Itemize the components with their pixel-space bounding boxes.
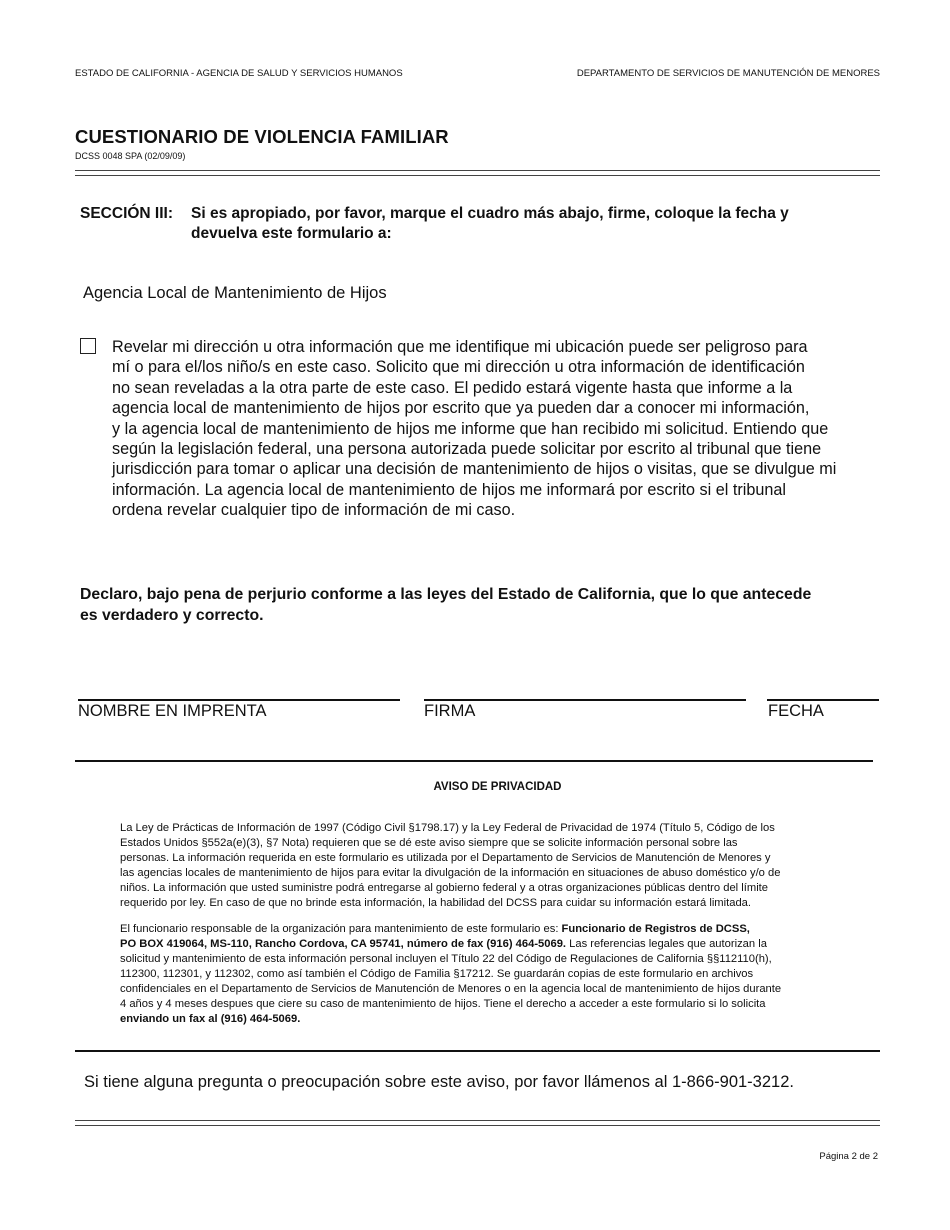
section-label: SECCIÓN III: [80, 205, 174, 222]
privacy-line: las agencias locales de mantenimiento de hijos para evitar la divulgación de la información en situaciones de abuso doméstico y/o de [120, 867, 781, 879]
checkbox-text-line: Revelar mi dirección u otra información que me identifique mi ubicación puede ser peligroso para [112, 338, 808, 356]
signature-label: FIRMA [424, 702, 476, 720]
form-number: DCSS 0048 SPA (02/09/09) [75, 151, 186, 161]
privacy-line: 112300, 112301, y 112302, como así también el Código de Familia §17212. Se guardarán copias de este formulario en archivos [120, 968, 754, 980]
print-name-field[interactable] [78, 699, 400, 701]
divider [75, 1050, 880, 1052]
privacy-line: PO BOX 419064, MS-110, Rancho Cordova, CA 95741, número de fax (916) 464-5069. Las referencias legales que autorizan la [120, 938, 767, 950]
checkbox-text-line: mí o para el/los niño/s en este caso. Solicito que mi dirección u otra información de identificación [112, 358, 805, 377]
divider [75, 1125, 880, 1126]
checkbox-text-line: no sean reveladas a la otra parte de este caso. El pedido estará vigente hasta que informe a la [112, 378, 793, 397]
declaration-line: Declaro, bajo pena de perjurio conforme a las leyes del Estado de California, que lo que antecede [80, 586, 812, 603]
agency-name: Agencia Local de Mantenimiento de Hijos [83, 284, 387, 302]
checkbox-text-line: información. La agencia local de mantenimiento de hijos me informará por escrito si el tribunal [112, 480, 786, 499]
privacy-paragraph-1 [120, 821, 880, 911]
checkbox-text [112, 337, 892, 521]
declaration-line: es verdadero y correcto. [80, 607, 264, 624]
privacy-line: requerido por ley. En caso de que no brinde esta información, la habilidad del DCSS para cuidar su información estará limitada. [120, 897, 751, 909]
checkbox-text-line: agencia local de mantenimiento de hijos por escrito que ya pueden dar a conocer mi información, [112, 399, 810, 418]
date-label: FECHA [768, 702, 824, 720]
privacy-line: El funcionario responsable de la organización para mantenimiento de este formulario es: Funcionario de Registros de DCSS, [120, 923, 750, 935]
declaration [80, 584, 900, 626]
contact-question: Si tiene alguna pregunta o preocupación sobre este aviso, por favor llámenos al 1-866-901-3212. [84, 1073, 794, 1091]
checkbox-text-line: y la agencia local de mantenimiento de hijos me informe que han recibido mi solicitud. Entiendo que [112, 419, 829, 438]
print-name-label: NOMBRE EN IMPRENTA [78, 702, 267, 720]
privacy-line: Estados Unidos §552a(e)(3), §7 Nota) requieren que se dé este aviso siempre que se solicite información personal sobre las [120, 837, 738, 849]
divider [75, 175, 880, 176]
privacy-paragraph-2 [120, 922, 880, 1027]
form-title: CUESTIONARIO DE VIOLENCIA FAMILIAR [75, 126, 449, 147]
privacy-line: solicitud y mantenimiento de esta información personal incluyen el Título 22 del Código de Regulaciones de California §§112110(h), [120, 953, 772, 965]
divider [75, 1120, 880, 1121]
section-line-1: Si es apropiado, por favor, marque el cuadro más abajo, firme, coloque la fecha y [191, 205, 789, 222]
checkbox-text-line: según la legislación federal, una persona autorizada puede solicitar por escrito al tribunal que tiene [112, 440, 822, 459]
checkbox-text-line: jurisdicción para tomar o aplicar una decisión de mantenimiento de hijos o visitas, que se divulgue mi [112, 460, 837, 479]
signature-field[interactable] [424, 699, 746, 701]
privacy-line: La Ley de Prácticas de Información de 1997 (Código Civil §1798.17) y la Ley Federal de Privacidad de 1974 (Título 5, Código de los [120, 822, 775, 834]
checkbox-text-line: ordena revelar cualquier tipo de información de mi caso. [112, 501, 516, 520]
header-department: DEPARTAMENTO DE SERVICIOS DE MANUTENCIÓN DE MENORES [576, 68, 880, 79]
privacy-line: confidenciales en el Departamento de Servicios de Manutención de Menores o en la agencia local de mantenimiento de hijos durante [120, 983, 782, 995]
section-instructions [191, 204, 789, 244]
privacy-line: enviando un fax al (916) 464-5069. [120, 1013, 301, 1025]
divider [75, 170, 880, 171]
divider [75, 760, 873, 762]
section-line-2: devuelva este formulario a: [191, 225, 392, 242]
header-agency: ESTADO DE CALIFORNIA - AGENCIA DE SALUD Y SERVICIOS HUMANOS [75, 68, 403, 79]
privacy-line: personas. La información requerida en este formulario es utilizada por el Departamento de Servicios de Manutención de Menores y [120, 852, 771, 864]
disclosure-checkbox[interactable] [80, 338, 96, 354]
page-number: Página 2 de 2 [819, 1151, 878, 1162]
privacy-line: 4 años y 4 meses despues que ciere su caso de mantenimiento de hijos. Tiene el derecho a acceder a este formulario si lo solicita [120, 998, 766, 1010]
privacy-line: niños. La información que usted suministre podrá entregarse al gobierno federal y a otras organizaciones públicas dentro del límite [120, 882, 769, 894]
date-field[interactable] [767, 699, 879, 701]
privacy-title: AVISO DE PRIVACIDAD [433, 781, 562, 793]
